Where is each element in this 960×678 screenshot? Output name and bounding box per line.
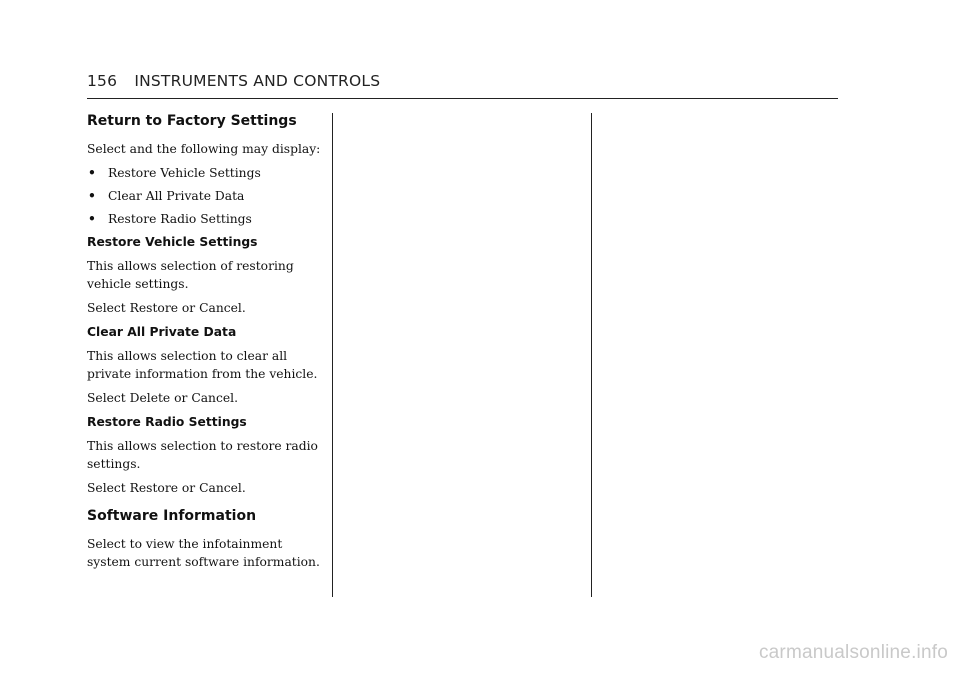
heading-clear-all-private-data: Clear All Private Data — [87, 325, 237, 339]
section-title: INSTRUMENTS AND CONTROLS — [134, 72, 381, 90]
page-header — [87, 72, 838, 99]
clear-private-instruction: Select Delete or Cancel. — [87, 391, 238, 405]
column-divider-1 — [332, 113, 333, 597]
column-divider-2 — [591, 113, 592, 597]
software-description: Select to view the infotainment system current software information. — [87, 537, 320, 569]
heading-software-information: Software Information — [87, 508, 257, 524]
clear-private-description: This allows selection to clear all private information from the vehicle. — [87, 349, 318, 381]
options-list — [87, 164, 322, 228]
heading-restore-vehicle-settings: Restore Vehicle Settings — [87, 235, 258, 249]
bullet-icon: • — [88, 189, 96, 203]
heading-restore-radio-settings: Restore Radio Settings — [87, 415, 247, 429]
restore-radio-description: This allows selection to restore radio settings. — [87, 439, 318, 471]
bullet-icon: • — [88, 166, 96, 180]
restore-radio-instruction: Select Restore or Cancel. — [87, 481, 246, 495]
bullet-icon: • — [88, 212, 96, 226]
list-item-label: Restore Vehicle Settings — [108, 166, 261, 180]
watermark-text: carmanualsonline.info — [758, 642, 948, 663]
list-item — [87, 164, 322, 182]
list-item-label: Clear All Private Data — [108, 189, 245, 203]
list-item — [87, 187, 322, 205]
restore-vehicle-description: This allows selection of restoring vehicle settings. — [87, 259, 294, 291]
page-number: 156 — [87, 72, 118, 90]
text-column-left — [87, 108, 322, 577]
restore-vehicle-instruction: Select Restore or Cancel. — [87, 301, 246, 315]
list-item — [87, 210, 322, 228]
heading-return-to-factory-settings: Return to Factory Settings — [87, 113, 297, 129]
list-item-label: Restore Radio Settings — [108, 212, 252, 226]
intro-paragraph: Select and the following may display: — [87, 142, 321, 156]
